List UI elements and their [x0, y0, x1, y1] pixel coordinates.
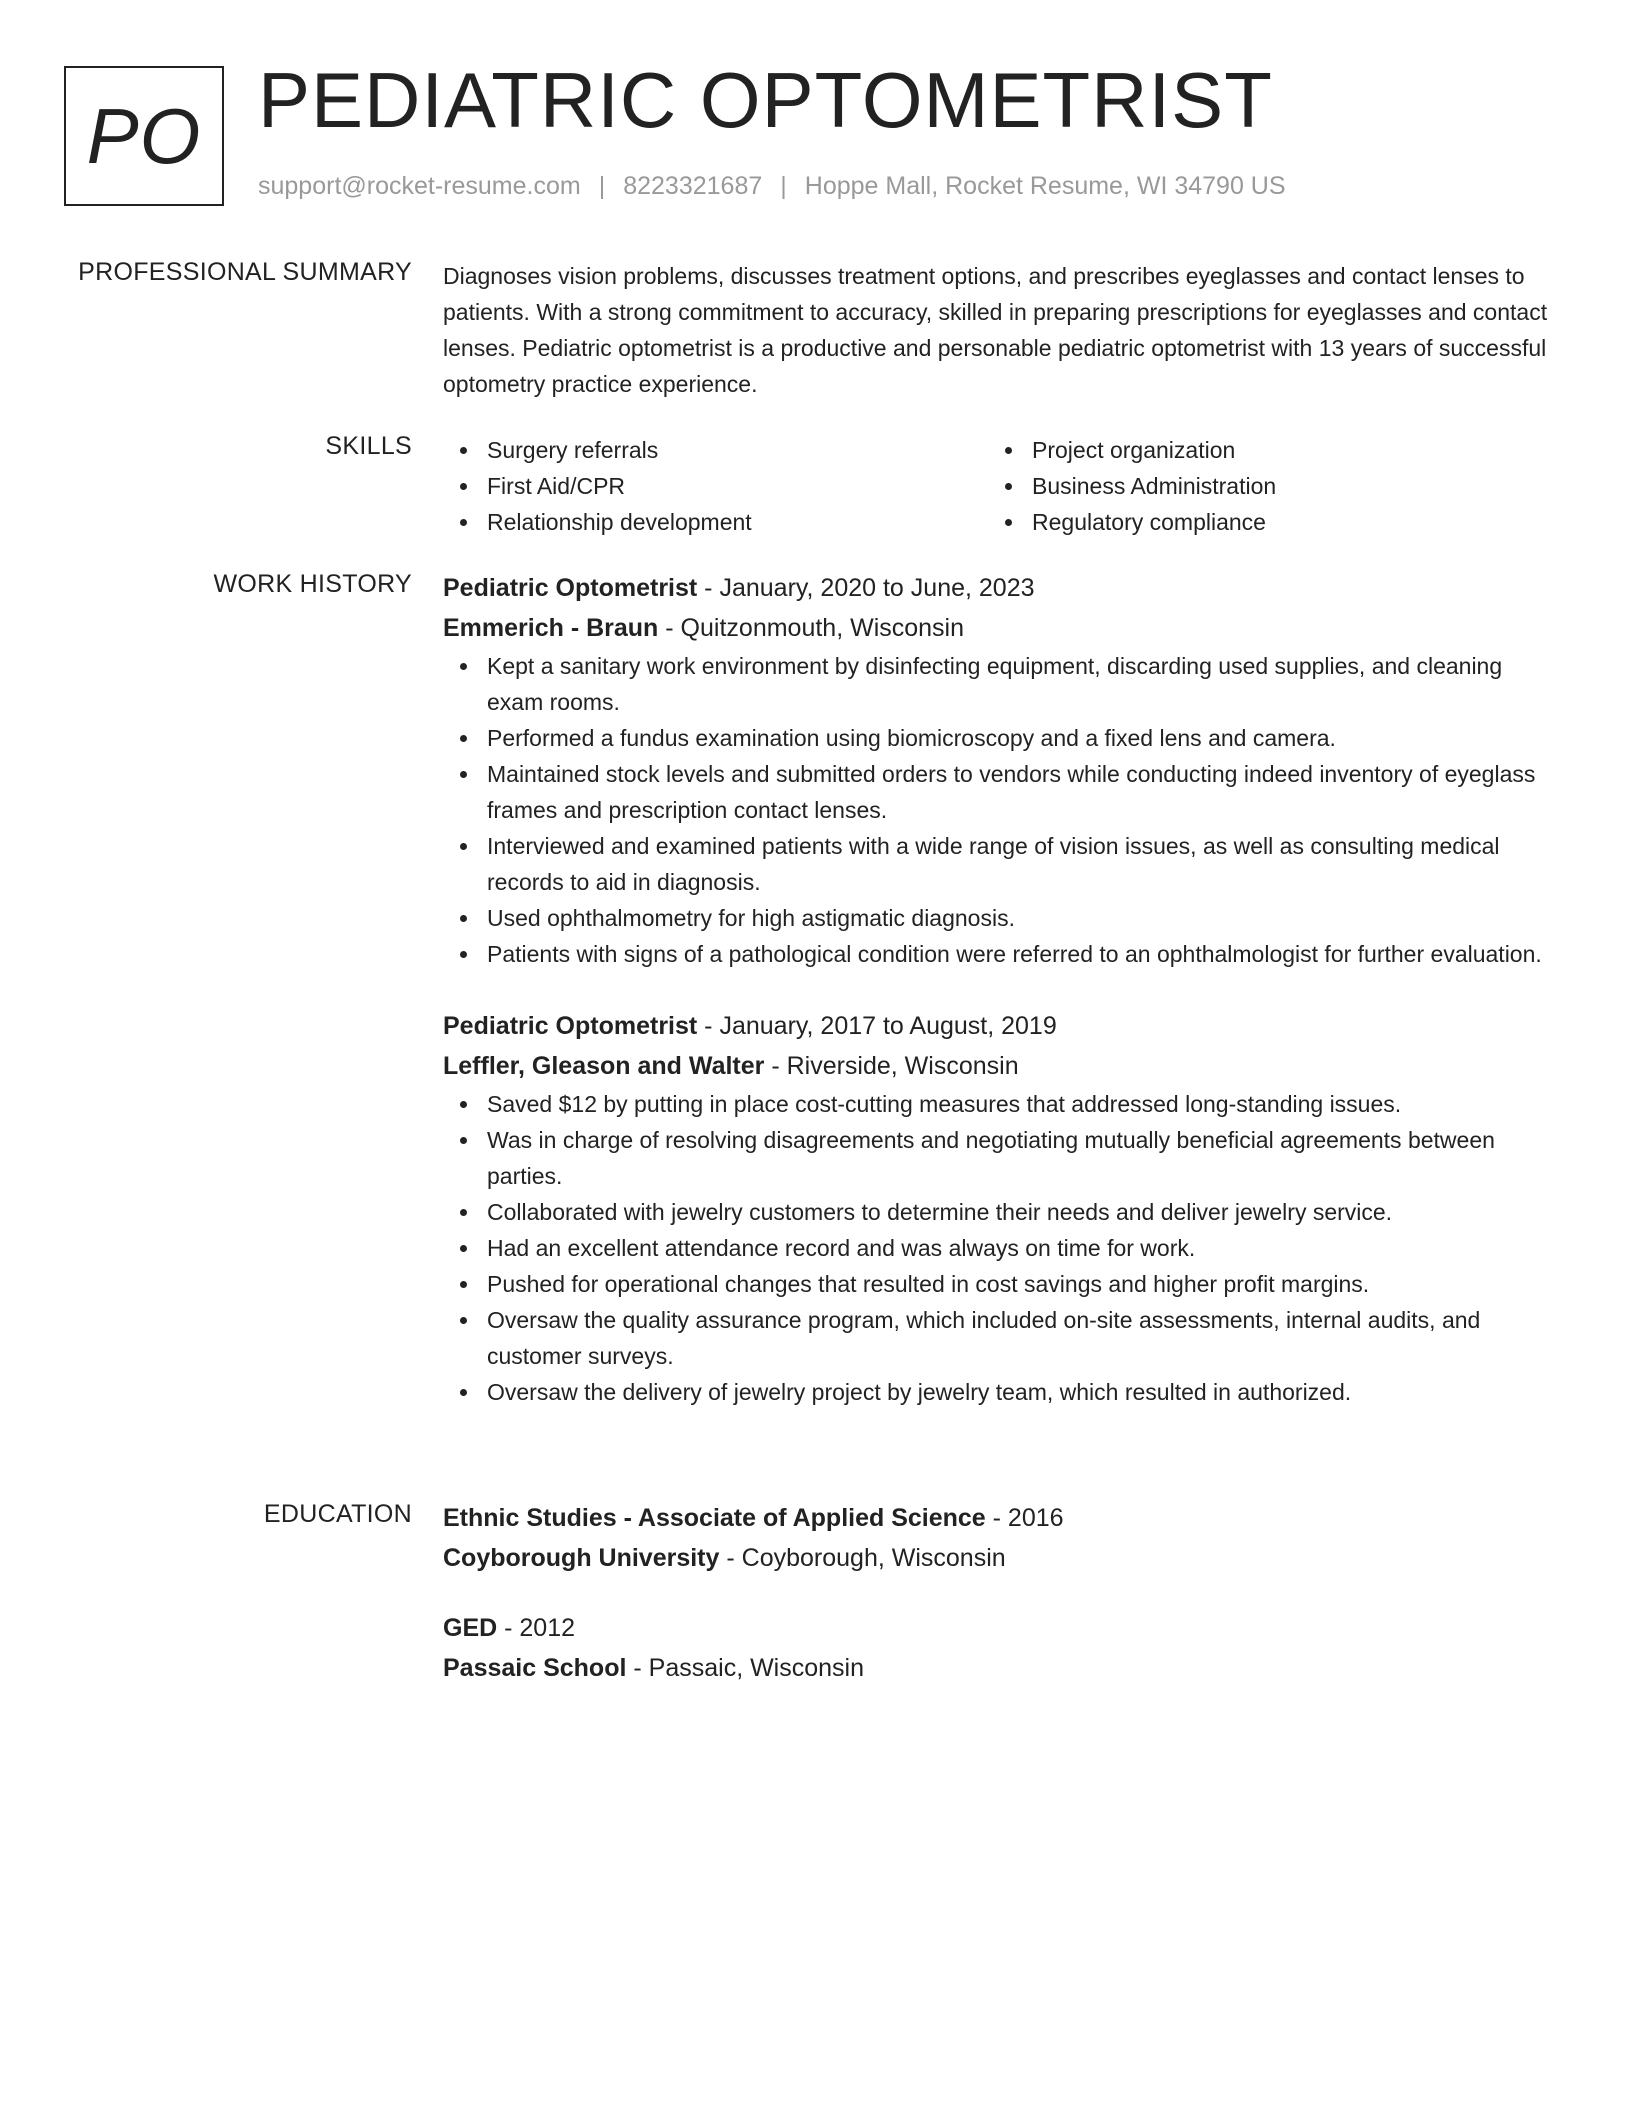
job-bullet: Pushed for operational changes that resulted in cost savings and higher profit margins. [443, 1266, 1558, 1302]
job-title-line [443, 1006, 1558, 1046]
section-heading: EDUCATION [263, 1500, 412, 1528]
job-bullet: Had an excellent attendance record and was always on time for work. [443, 1230, 1558, 1266]
job-bullet: Kept a sanitary work environment by disinfecting equipment, discarding used supplies, and cleaning exam rooms. [443, 648, 1558, 720]
section-heading: PROFESSIONAL SUMMARY [78, 258, 412, 286]
skill-item: Surgery referrals [443, 432, 988, 468]
contact-email: support@rocket-resume.com [258, 172, 581, 200]
contact-line [258, 172, 1286, 201]
page-title: PEDIATRIC OPTOMETRIST [258, 56, 1273, 144]
job-bullet: Performed a fundus examination using biomicroscopy and a fixed lens and camera. [443, 720, 1558, 756]
job-bullet: Was in charge of resolving disagreements and negotiating mutually beneficial agreements between parties. [443, 1122, 1558, 1194]
job-entry [443, 1006, 1558, 1410]
section-heading: WORK HISTORY [213, 570, 412, 598]
job-bullet: Patients with signs of a pathological condition were referred to an ophthalmologist for further evaluation. [443, 936, 1558, 972]
skill-item: Relationship development [443, 504, 988, 540]
job-location: - Quitzonmouth, Wisconsin [658, 614, 965, 642]
education-body [443, 1498, 1558, 1688]
job-company: Emmerich - Braun [443, 614, 659, 642]
section-heading: SKILLS [325, 432, 412, 460]
job-bullet: Collaborated with jewelry customers to determine their needs and deliver jewelry service. [443, 1194, 1558, 1230]
contact-separator: | [780, 172, 787, 200]
skills-list-left [443, 432, 988, 540]
skill-item: Business Administration [988, 468, 1533, 504]
job-bullet: Oversaw the delivery of jewelry project by jewelry team, which resulted in authorized. [443, 1374, 1558, 1410]
job-bullet: Interviewed and examined patients with a wide range of vision issues, as well as consulting medical records to aid in diagnosis. [443, 828, 1558, 900]
job-title: Pediatric Optometrist [443, 1012, 698, 1040]
skill-item: Project organization [988, 432, 1533, 468]
job-bullet: Used ophthalmometry for high astigmatic diagnosis. [443, 900, 1558, 936]
education-entry [443, 1498, 1558, 1578]
education-degree-line [443, 1498, 1558, 1538]
contact-phone: 8223321687 [623, 172, 763, 200]
education-school-line [443, 1538, 1558, 1578]
job-title-line [443, 568, 1558, 608]
education-entry [443, 1608, 1558, 1688]
education-degree: GED [443, 1614, 498, 1642]
job-title: Pediatric Optometrist [443, 574, 698, 602]
job-entry [443, 568, 1558, 972]
job-bullet: Oversaw the quality assurance program, which included on-site assessments, internal audits, and customer surveys. [443, 1302, 1558, 1374]
education-location: - Coyborough, Wisconsin [719, 1544, 1006, 1572]
job-company: Leffler, Gleason and Walter [443, 1052, 765, 1080]
work-history-body [443, 568, 1558, 1410]
job-company-line [443, 608, 1558, 648]
skills-list-right [988, 432, 1533, 540]
contact-separator: | [598, 172, 606, 200]
skills-body [443, 432, 1558, 540]
education-year: - 2016 [985, 1504, 1064, 1532]
monogram-badge: PO [64, 66, 224, 206]
skill-item: First Aid/CPR [443, 468, 988, 504]
education-school: Coyborough University [443, 1544, 720, 1572]
education-degree: Ethnic Studies - Associate of Applied Science [443, 1504, 986, 1532]
job-dates: - January, 2017 to August, 2019 [697, 1012, 1057, 1040]
contact-address: Hoppe Mall, Rocket Resume, WI 34790 US [804, 172, 1286, 200]
job-location: - Riverside, Wisconsin [764, 1052, 1019, 1080]
job-bullets [443, 1086, 1558, 1410]
job-bullet: Maintained stock levels and submitted orders to vendors while conducting indeed inventory of eyeglass frames and prescription contact lenses. [443, 756, 1558, 828]
job-company-line [443, 1046, 1558, 1086]
education-school-line [443, 1648, 1558, 1688]
job-bullet: Saved $12 by putting in place cost-cutting measures that addressed long-standing issues. [443, 1086, 1558, 1122]
education-year: - 2012 [497, 1614, 576, 1642]
summary-text: Diagnoses vision problems, discusses treatment options, and prescribes eyeglasses and contact lenses to patients. With a strong commitment to accuracy, skilled in preparing prescriptions for eyeglasses and contact lenses. Pediatric optometrist is a productive and personable pediatric optometrist with 13 years of successful optometry practice experience. [443, 263, 1548, 397]
education-school: Passaic School [443, 1654, 627, 1682]
summary-body [443, 258, 1558, 402]
skill-item: Regulatory compliance [988, 504, 1533, 540]
education-location: - Passaic, Wisconsin [626, 1654, 864, 1682]
job-bullets [443, 648, 1558, 972]
education-degree-line [443, 1608, 1558, 1648]
job-dates: - January, 2020 to June, 2023 [697, 574, 1035, 602]
